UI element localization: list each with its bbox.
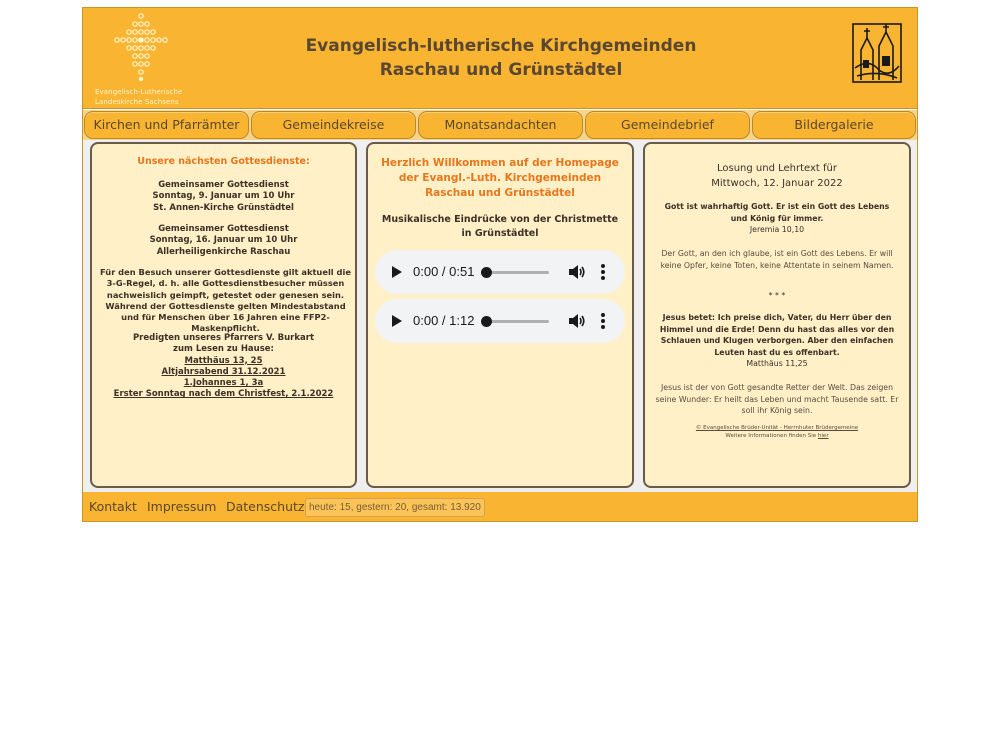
volume-icon[interactable] [568, 264, 586, 280]
losung-title-line1: Losung und Lehrtext für [716, 163, 837, 174]
covid-notice: Für den Besuch unserer Gottesdienste gilt aktuell die 3-G-Regel, d. h. alle Gottesdienstbesucher müssen nachweislich geimpft, getestet oder genesen sein. Während der Gottesdienste gelten Mindestabstand und für Menschen über 16 Jahren eine FFP2-Maskenpflicht. [100, 267, 351, 334]
service-location: St. Annen-Kirche Grünstädtel [153, 202, 294, 213]
site-title-line2: Raschau und Grünstädtel [379, 60, 623, 80]
sermon-link[interactable]: 1.Johannes 1, 3a [183, 378, 264, 389]
audio-player [375, 250, 625, 294]
service-name: Gemeinsamer Gottesdienst [158, 224, 289, 234]
site-title [263, 34, 739, 82]
landeskirche-logo[interactable] [91, 12, 187, 108]
sermons-intro: Predigten unseres Pfarrers V. Burkart [132, 333, 315, 343]
service-block [92, 180, 355, 214]
play-icon[interactable] [392, 266, 402, 278]
play-icon[interactable] [392, 315, 402, 327]
losung-title [645, 161, 909, 191]
site-title-line1: Evangelisch-lutherische Kirchgemeinden [305, 36, 697, 56]
service-block [92, 224, 355, 258]
services-panel [90, 142, 357, 488]
logo-text-line2: Landeskirche Sachsens [95, 98, 179, 106]
audio-time: 0:00 / 1:12 [413, 313, 475, 328]
more-options-icon[interactable] [600, 264, 606, 280]
main-navigation [83, 110, 917, 140]
nav-item-bildergalerie[interactable]: Bildergalerie [752, 111, 916, 139]
music-title: Musikalische Eindrücke von der Christmette in Grünstädtel [381, 214, 619, 239]
audio-progress-thumb[interactable] [481, 316, 492, 327]
content-area [83, 140, 917, 492]
sermons-block [92, 333, 355, 401]
service-date: Sonntag, 16. Januar um 10 Uhr [149, 235, 298, 246]
services-title: Unsere nächsten Gottesdienste: [137, 156, 310, 167]
site-footer [83, 492, 917, 521]
losung-date: Mittwoch, 12. Januar 2022 [711, 178, 843, 189]
losung-verse [655, 201, 899, 236]
visitor-counter: heute: 15, gestern: 20, gesamt: 13.920 [305, 498, 485, 517]
losung-text: Gott ist wahrhaftig Gott. Er ist ein Gott des Lebens und König für immer. [664, 202, 890, 223]
welcome-title: Herzlich Willkommen auf der Homepage der Evangl.-Luth. Kirchgemeinden Raschau und Grünstädtel [381, 157, 619, 199]
footer-link-kontakt[interactable]: Kontakt [89, 499, 137, 514]
losung-comment: Der Gott, an den ich glaube, ist ein Gott des Lebens. Er will keine Opfer, keine Toten, keine Attentate in seinem Namen. [660, 249, 894, 270]
audio-player [375, 299, 625, 343]
nav-item-gemeindebrief[interactable]: Gemeindebrief [585, 111, 750, 139]
losung-panel [643, 142, 911, 488]
sermon-link[interactable]: Matthäus 13, 25 [184, 355, 263, 366]
lehrtext-reference: Matthäus 11,25 [746, 359, 808, 368]
nav-item-monatsandachten[interactable]: Monatsandachten [418, 111, 583, 139]
more-options-icon[interactable] [600, 313, 606, 329]
footer-link-datenschutz[interactable]: Datenschutz [226, 499, 305, 514]
audio-progress-thumb[interactable] [481, 267, 492, 278]
more-info-link[interactable]: hier [817, 433, 829, 439]
audio-progress-track[interactable] [485, 271, 549, 274]
sermons-intro-sub: zum Lesen zu Hause: [173, 344, 274, 355]
site-header [83, 8, 917, 109]
sermon-link[interactable]: Altjahrsabend 31.12.2021 [161, 366, 286, 377]
nav-item-kirchen[interactable]: Kirchen und Pfarrämter [84, 111, 249, 139]
separator-stars: * * * [768, 291, 786, 300]
logo-text-line1: Evangelisch-Lutherische [95, 88, 183, 96]
lehrtext-comment: Jesus ist der von Gott gesandte Retter der Welt. Das zeigen seine Wunder: Er heilt das Leben und macht Tausende satt. Er soll ihr König sein. [655, 383, 899, 415]
more-info-text: Weitere Informationen finden Sie [725, 433, 817, 439]
church-emblem-icon [849, 18, 905, 88]
nav-item-gemeindekreise[interactable]: Gemeindekreise [251, 111, 416, 139]
volume-icon[interactable] [568, 313, 586, 329]
page-frame [82, 7, 918, 522]
cross-dots-icon [105, 12, 177, 84]
service-name: Gemeinsamer Gottesdienst [158, 180, 289, 190]
losung-reference: Jeremia 10,10 [749, 225, 805, 234]
copyright-link[interactable]: © Evangelische Brüder-Unität - Herrnhuter Brüdergemeine [695, 425, 859, 431]
copyright-notice [655, 424, 899, 440]
sermon-link[interactable]: Erster Sonntag nach dem Christfest, 2.1.2022 [113, 389, 334, 400]
footer-link-impressum[interactable]: Impressum [147, 499, 217, 514]
audio-progress-track[interactable] [485, 320, 549, 323]
lehrtext-verse [655, 312, 899, 370]
service-date: Sonntag, 9. Januar um 10 Uhr [152, 191, 295, 202]
audio-time: 0:00 / 0:51 [413, 264, 475, 279]
welcome-panel [366, 142, 634, 488]
service-location: Allerheiligenkirche Raschau [156, 246, 291, 257]
lehrtext-text: Jesus betet: Ich preise dich, Vater, du Herr über den Himmel und die Erde! Denn du hast das alles vor den Schlauen und Klugen verborgen. Aber den einfachen Leuten hast du es offenbart. [659, 313, 895, 357]
